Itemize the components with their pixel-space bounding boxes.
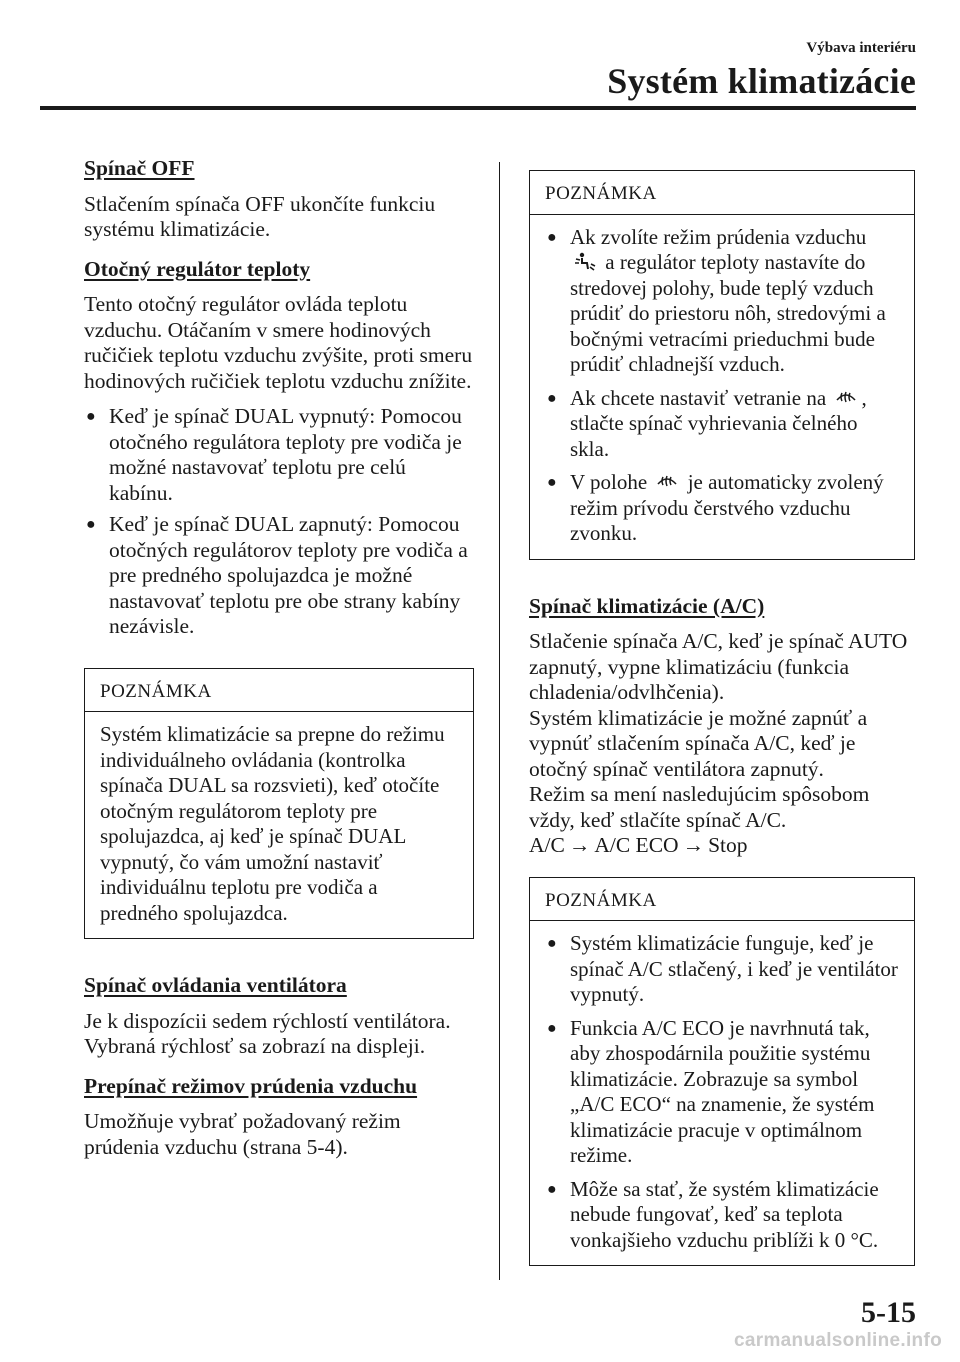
watermark: carmanualsonline.info	[734, 1330, 942, 1351]
ac-switch-text: Režim sa mení nasledujúcim spôsobom vždy, keď stlačíte spínač A/C.	[529, 782, 870, 832]
left-column	[84, 156, 474, 1160]
section-kicker: Výbava interiéru	[806, 40, 916, 56]
airflow-mode-text: Umožňuje vybrať požadovaný režim prúdenia vzduchu (strana 5-4).	[84, 1109, 401, 1159]
bullet-icon: ●	[547, 389, 557, 407]
fan-control-text: Je k dispozícii sedem rýchlostí ventilátora. Vybraná rýchlosť sa zobrazí na displeji.	[84, 1008, 451, 1058]
fan-control-heading: Spínač ovládania ventilátora	[84, 973, 347, 997]
bullet-icon: ●	[86, 516, 96, 533]
list-item: ● Ak zvolíte režim prúdenia vzduchu a regulátor teploty nastavíte do stredovej polohy, bude teplý vzduch prúdiť do priestoru nôh, stredovými a bočnými vetracími prieduchmi bude prúdiť chladnejší vzduch.	[547, 224, 886, 376]
list-item: ● Ak chcete nastaviť vetranie na , stlačte spínač vyhrievania čelného skla.	[547, 385, 867, 461]
defrost-icon	[655, 472, 679, 492]
floor-face-vent-icon	[573, 252, 597, 272]
temp-dial-text: Tento otočný regulátor ovláda teplotu vzduchu. Otáčaním v smere hodinových ručičiek teplotu vzduchu zvýšite, proti smeru hodinových ručičiek teplotu vzduchu znížite.	[84, 292, 473, 393]
note-label: POZNÁMKA	[530, 878, 914, 922]
bullet-icon: ●	[547, 1180, 557, 1198]
bullet-icon: ●	[547, 935, 557, 952]
note-box	[529, 170, 915, 560]
temp-dial-list	[84, 404, 474, 640]
airflow-mode-heading: Prepínač režimov prúdenia vzduchu	[84, 1073, 418, 1098]
arrow-icon: →	[682, 833, 705, 857]
off-switch-text: Stlačením spínača OFF ukončíte funkciu systému klimatizácie.	[84, 191, 436, 241]
arrow-icon: →	[568, 833, 591, 857]
note-box	[529, 877, 915, 1267]
bullet-icon: ●	[547, 1019, 557, 1037]
list-item: ● V polohe je automaticky zvolený režim prívodu čerstvého vzduchu zvonku.	[547, 470, 884, 545]
column-divider	[499, 162, 500, 1280]
defrost-icon	[834, 388, 858, 408]
list-item: ● Systém klimatizácie funguje, keď je spínač A/C stlačený, i keď je ventilátor vypnutý.	[547, 931, 898, 1006]
bullet-icon: ●	[547, 228, 557, 246]
ac-switch-heading: Spínač klimatizácie (A/C)	[529, 593, 765, 618]
off-switch-heading: Spínač OFF	[84, 156, 195, 180]
temp-dial-heading: Otočný regulátor teploty	[84, 256, 311, 281]
ac-switch-text: Systém klimatizácie je možné zapnúť a vypnúť stlačením spínača A/C, keď je otočný spínač ventilátora zapnutý.	[529, 705, 868, 781]
list-item: ● Môže sa stať, že systém klimatizácie nebude fungovať, keď sa teplota vonkajšieho vzduchu priblíži k 0 °C.	[547, 1176, 879, 1252]
bullet-icon: ●	[547, 474, 557, 491]
page-title: Systém klimatizácie	[607, 61, 916, 101]
list-item: ● Funkcia A/C ECO je navrhnutá tak, aby zhospodárnila použitie systému klimatizácie. Zobrazuje sa symbol „A/C ECO“ na znamenie, že systém klimatizácie pracuje v optimálnom režime.	[547, 1015, 875, 1167]
list-item: ● Keď je spínač DUAL vypnutý: Pomocou otočného regulátora teploty pre vodiča je možné nastavovať teplotu pre celú kabínu.	[86, 404, 462, 505]
note-label: POZNÁMKA	[85, 669, 473, 713]
page-number: 5-15	[861, 1296, 916, 1329]
title-divider	[40, 106, 916, 110]
right-column	[529, 170, 915, 1266]
note-text: Systém klimatizácie sa prepne do režimu individuálneho ovládania (kontrolka spínača DUAL sa rozsvieti), keď otočíte otočným regulátorom teploty pre spolujazdca, aj keď je spínač DUAL vypnutý, čo vám umožní nastaviť individuálnu teplotu pre vodiča a predného spolujazdca.	[100, 722, 445, 925]
list-item: ● Keď je spínač DUAL zapnutý: Pomocou otočných regulátorov teploty pre vodiča a pre predného spolujazdca je možné nastavovať teplotu pre obe strany kabíny nezávisle.	[86, 512, 468, 638]
ac-switch-text: Stlačenie spínača A/C, keď je spínač AUTO zapnutý, vypne klimatizáciu (funkcia chladenia/odvlhčenia).	[529, 629, 908, 704]
note-label: POZNÁMKA	[530, 171, 914, 215]
note-box	[84, 668, 474, 940]
bullet-icon: ●	[86, 408, 96, 425]
ac-mode-sequence: A/C → A/C ECO → Stop	[529, 833, 748, 857]
